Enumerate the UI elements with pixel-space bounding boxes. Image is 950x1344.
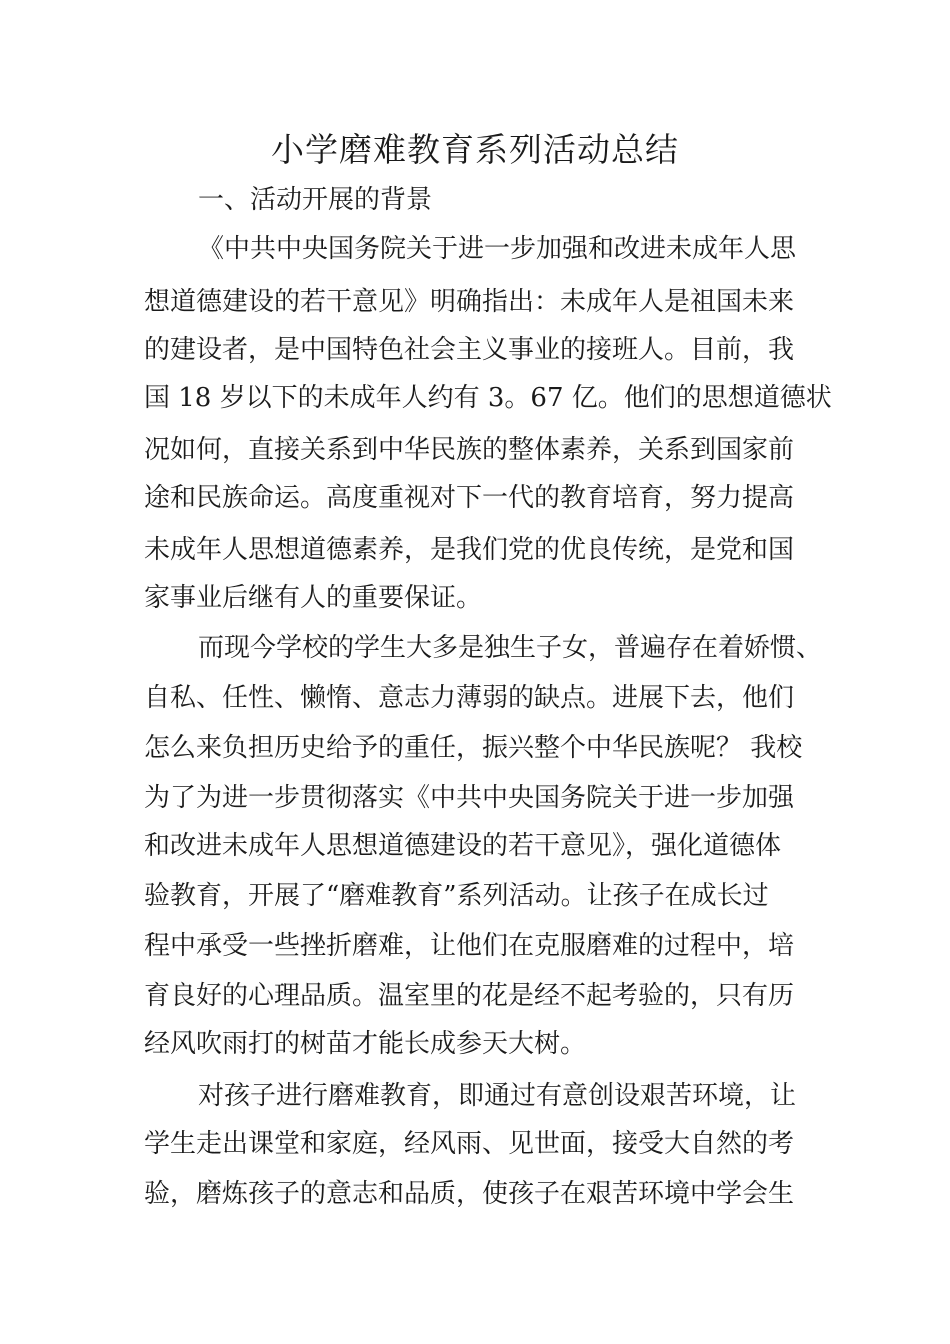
paragraph-2-line-2: 自私、任性、懒惰、意志力薄弱的缺点。进展下去，他们 — [144, 683, 795, 713]
paragraph-3-line-1: 对孩子进行磨难教育，即通过有意创设艰苦环境，让 — [198, 1081, 797, 1111]
paragraph-2-line-6: 验教育，开展了“磨难教育”系列活动。让孩子在成长过 — [144, 881, 769, 911]
paragraph-1-line-1: 《中共中央国务院关于进一步加强和改进未成年人思 — [198, 234, 797, 264]
paragraph-2-line-1: 而现今学校的学生大多是独生子女，普遍存在着娇惯、 — [198, 633, 823, 663]
paragraph-1-line-7: 未成年人思想道德素养，是我们党的优良传统，是党和国 — [144, 535, 795, 565]
section-heading: 一、活动开展的背景 — [198, 185, 433, 215]
paragraph-1-line-8: 家事业后继有人的重要保证。 — [144, 583, 483, 613]
paragraph-2-line-4: 为了为进一步贯彻落实《中共中央国务院关于进一步加强 — [144, 783, 795, 813]
paragraph-1-line-3: 的建设者，是中国特色社会主义事业的接班人。目前，我 — [144, 335, 795, 365]
paragraph-2-line-5: 和改进未成年人思想道德建设的若干意见》，强化道德体 — [144, 831, 782, 861]
paragraph-2-line-3: 怎么来负担历史给予的重任，振兴整个中华民族呢？ 我校 — [144, 733, 803, 763]
paragraph-3-line-2: 学生走出课堂和家庭，经风雨、见世面，接受大自然的考 — [144, 1129, 795, 1159]
paragraph-1-line-2: 想道德建设的若干意见》明确指出：未成年人是祖国未来 — [144, 287, 795, 317]
paragraph-2-line-9: 经风吹雨打的树苗才能长成参天大树。 — [144, 1029, 587, 1059]
paragraph-1-line-6: 途和民族命运。高度重视对下一代的教育培育，努力提高 — [144, 483, 795, 513]
paragraph-1-line-4: 国 18 岁以下的未成年人约有 3。67 亿。他们的思想道德状 — [144, 383, 832, 413]
paragraph-2-line-7: 程中承受一些挫折磨难，让他们在克服磨难的过程中，培 — [144, 931, 795, 961]
document-title: 小学磨难教育系列活动总结 — [271, 130, 679, 169]
paragraph-3-line-3: 验，磨炼孩子的意志和品质，使孩子在艰苦环境中学会生 — [144, 1179, 795, 1209]
paragraph-1-line-5: 况如何，直接关系到中华民族的整体素养，关系到国家前 — [144, 435, 795, 465]
paragraph-2-line-8: 育良好的心理品质。温室里的花是经不起考验的，只有历 — [144, 981, 795, 1011]
